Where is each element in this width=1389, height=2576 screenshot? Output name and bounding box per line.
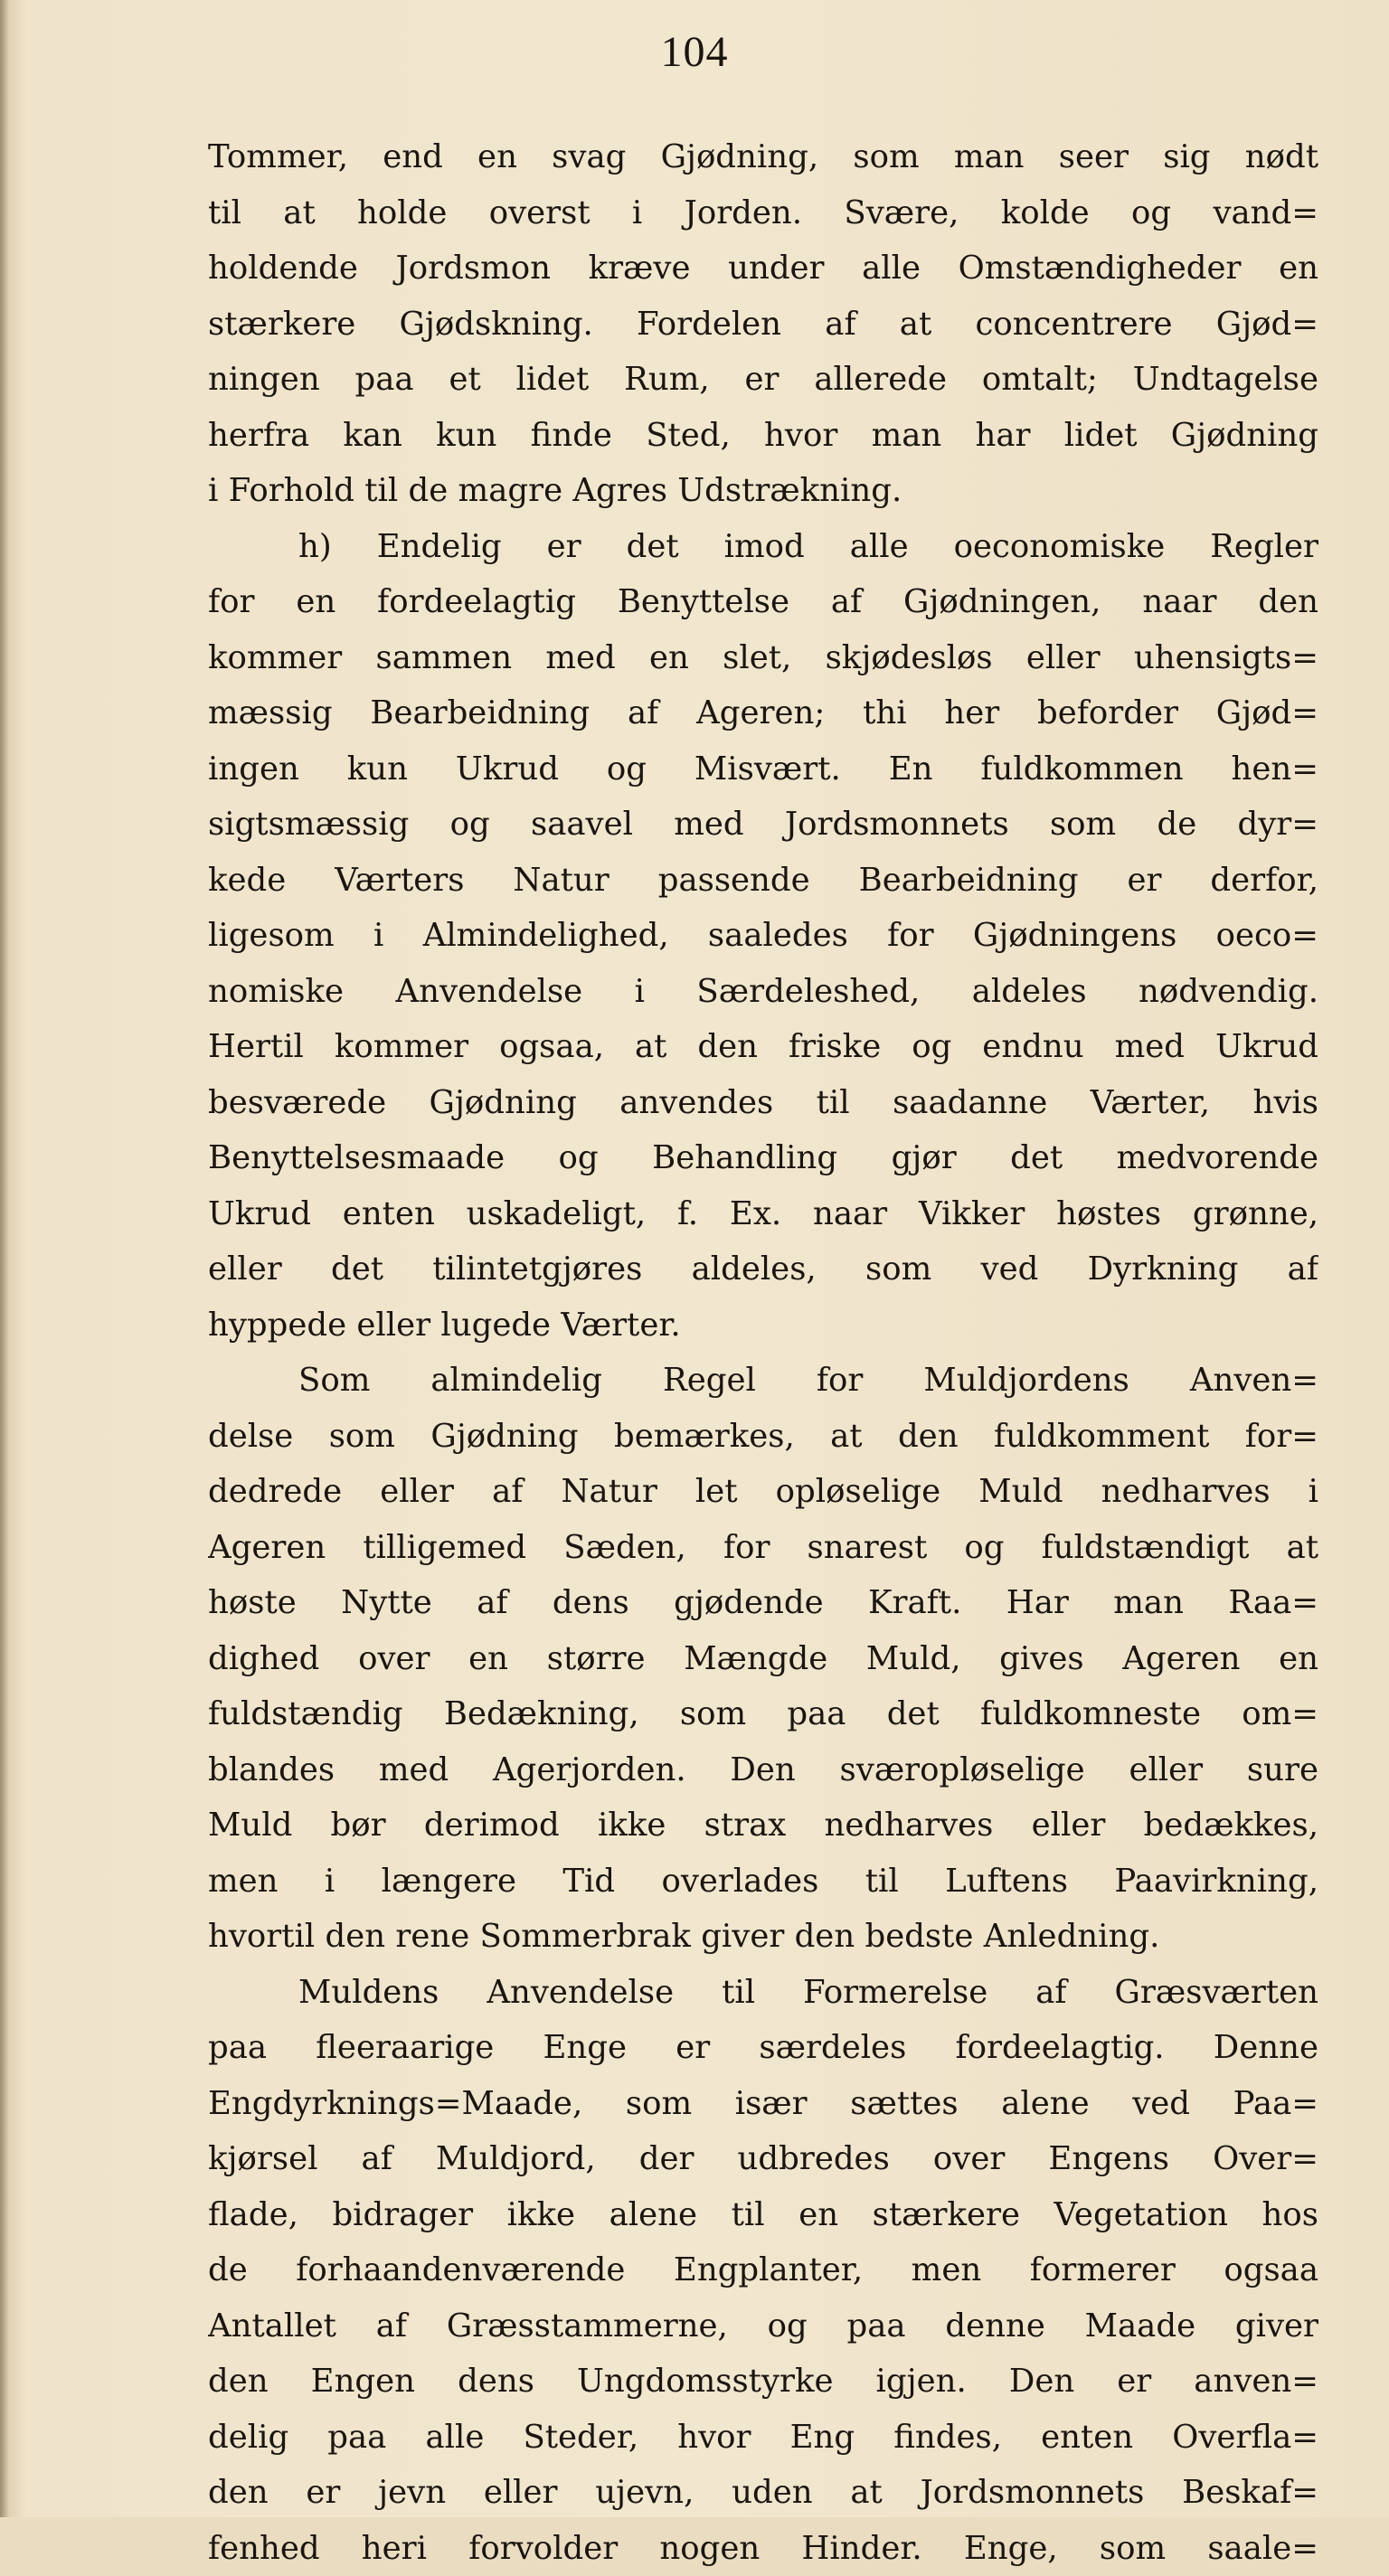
text-line: sigtsmæssig og saavel med Jordsmonnets som de dyr= — [208, 797, 1318, 853]
text-line: kede Værters Natur passende Bearbeidning er derfor, — [208, 853, 1318, 909]
text-line: blandes med Agerjorden. Den sværopløselige eller sure — [208, 1742, 1318, 1798]
text-line: den Engen dens Ungdomsstyrke igjen. Den er anven= — [208, 2354, 1318, 2410]
text-line: delig paa alle Steder, hvor Eng findes, enten Overfla= — [208, 2410, 1318, 2466]
page-edge-shadow — [0, 0, 9, 2517]
text-line: eller det tilintetgjøres aldeles, som ved Dyrkning af — [208, 1241, 1318, 1297]
text-line: de forhaandenværende Engplanter, men formerer ogsaa — [208, 2242, 1318, 2298]
text-line: den er jevn eller ujevn, uden at Jordsmonnets Beskaf= — [208, 2465, 1318, 2521]
text-line: besværede Gjødning anvendes til saadanne Værter, hvis — [208, 1075, 1318, 1131]
text-line: hvortil den rene Sommerbrak giver den bedste Anledning. — [208, 1909, 1318, 1965]
text-line: Hertil kommer ogsaa, at den friske og endnu med Ukrud — [208, 1019, 1318, 1075]
text-line: herfra kan kun finde Sted, hvor man har lidet Gjødning — [208, 408, 1318, 464]
text-line: Muldens Anvendelse til Formerelse af Græsværten — [208, 1965, 1318, 2021]
text-line: Ukrud enten uskadeligt, f. Ex. naar Vikker høstes grønne, — [208, 1186, 1318, 1242]
text-line: ligesom i Almindelighed, saaledes for Gjødningens oeco= — [208, 908, 1318, 964]
text-line: h) Endelig er det imod alle oeconomiske Regler — [208, 519, 1318, 575]
text-line: ingen kun Ukrud og Misvært. En fuldkommen hen= — [208, 741, 1318, 797]
text-line: Ageren tilligemed Sæden, for snarest og fuldstændigt at — [208, 1520, 1318, 1576]
text-line: ningen paa et lidet Rum, er allerede omtalt; Undtagelse — [208, 352, 1318, 408]
text-line: mæssig Bearbeidning af Ageren; thi her beforder Gjød= — [208, 685, 1318, 741]
page-number: 104 — [0, 27, 1389, 77]
text-line: Muld bør derimod ikke strax nedharves eller bedækkes, — [208, 1798, 1318, 1854]
text-line: kjørsel af Muldjord, der udbredes over Engens Over= — [208, 2131, 1318, 2187]
text-line: stærkere Gjødskning. Fordelen af at concentrere Gjød= — [208, 297, 1318, 353]
text-line: for en fordeelagtig Benyttelse af Gjødningen, naar den — [208, 574, 1318, 630]
text-line: hyppede eller lugede Værter. — [208, 1297, 1318, 1354]
text-line: men i længere Tid overlades til Luftens Paavirkning, — [208, 1854, 1318, 1910]
text-line: Som almindelig Regel for Muldjordens Anven= — [208, 1353, 1318, 1409]
text-line: nomiske Anvendelse i Særdeleshed, aldeles nødvendig. — [208, 964, 1318, 1020]
text-line: Antallet af Græsstammerne, og paa denne Maade giver — [208, 2298, 1318, 2354]
text-line: kommer sammen med en slet, skjødesløs eller uhensigts= — [208, 630, 1318, 686]
body-text — [208, 129, 1318, 2576]
text-line: Tommer, end en svag Gjødning, som man seer sig nødt — [208, 129, 1318, 185]
text-line: flade, bidrager ikke alene til en stærkere Vegetation hos — [208, 2187, 1318, 2243]
text-line: dighed over en større Mængde Muld, gives Ageren en — [208, 1631, 1318, 1687]
text-line: delse som Gjødning bemærkes, at den fuldkomment for= — [208, 1409, 1318, 1465]
text-line: paa fleeraarige Enge er særdeles fordeelagtig. Denne — [208, 2020, 1318, 2076]
text-line: høste Nytte af dens gjødende Kraft. Har man Raa= — [208, 1575, 1318, 1631]
text-line: Engdyrknings=Maade, som især sættes alene ved Paa= — [208, 2076, 1318, 2132]
text-line: fuldstændig Bedækning, som paa det fuldkomneste om= — [208, 1686, 1318, 1742]
text-line: dedrede eller af Natur let opløselige Muld nedharves i — [208, 1464, 1318, 1520]
text-line: holdende Jordsmon kræve under alle Omstændigheder en — [208, 241, 1318, 297]
text-line: Benyttelsesmaade og Behandling gjør det medvorende — [208, 1130, 1318, 1186]
text-line: til at holde overst i Jorden. Svære, kolde og vand= — [208, 185, 1318, 241]
text-line: i Forhold til de magre Agres Udstrækning. — [208, 463, 1318, 519]
text-line: fenhed heri forvolder nogen Hinder. Enge, som saale= — [208, 2521, 1318, 2576]
